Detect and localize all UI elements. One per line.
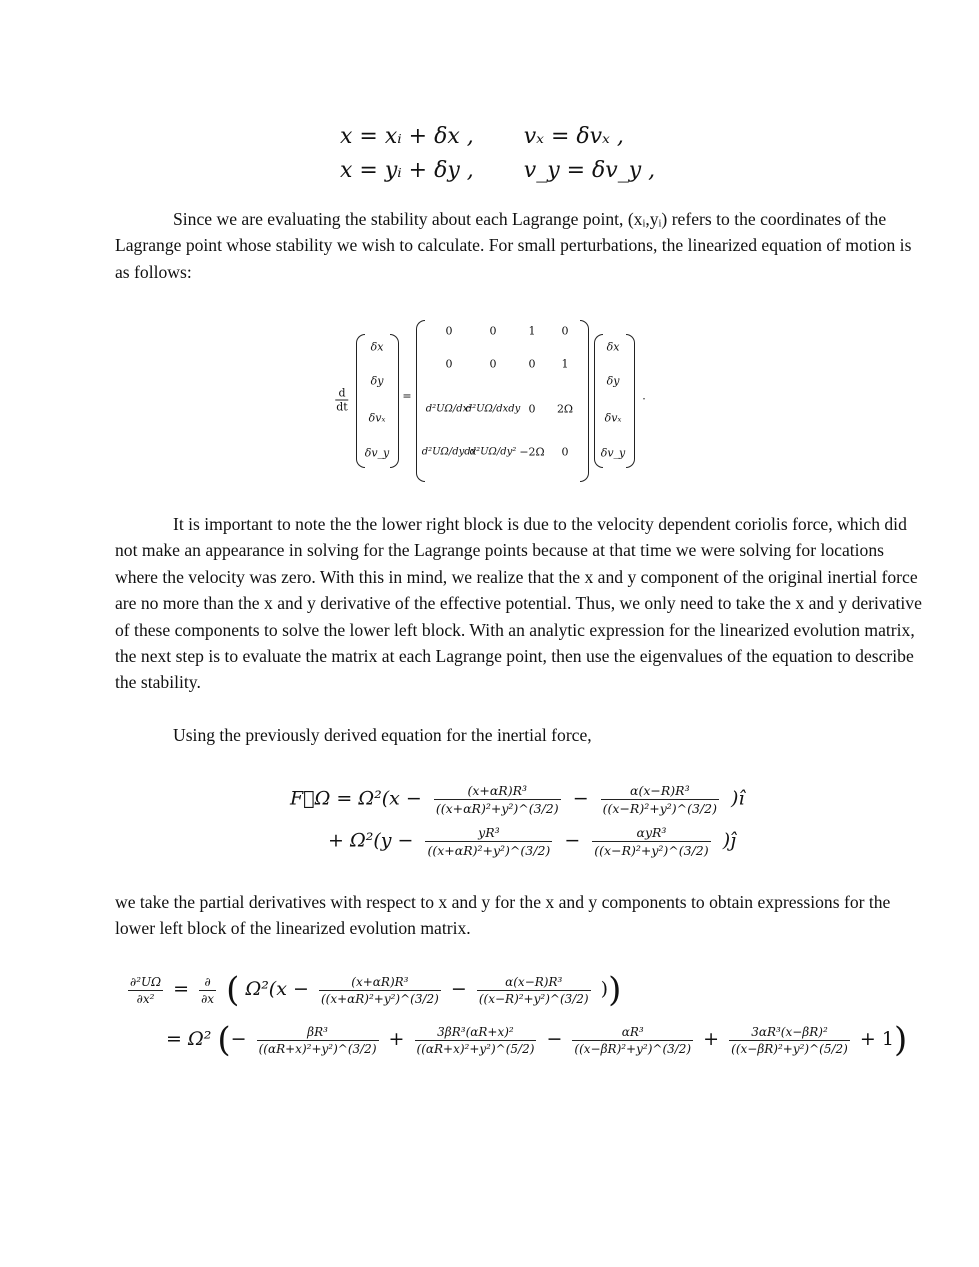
rhs-vector-entry-dvy: δv_y <box>600 446 626 460</box>
time-derivative-operator: $\frac{d}{dt}$ <box>336 386 348 414</box>
equation-vy-perturbation: v_y = δv_y , <box>523 158 656 183</box>
force-term2-num: α(x−R)R³ <box>601 783 719 800</box>
matrix-cell-r3c2: d²UΩ/dxdy <box>465 403 521 415</box>
right-vector-paren-close <box>626 334 635 468</box>
paragraph-text: It is important to note the the lower right block is due to the velocity dependent coriolis force, which did not make an appearance in solving for the Lagrange points because at that time we were solving for locations where the velocity was zero. With this in mind, we realize that the x and y component of the original inertial force are no more than the x and y derivative of the effective potential. Thus, we only need to take the x and y derivative of these components to solve the lower left block. With an analytic expression for the linearized evolution matrix, the next step is to evaluate the matrix at each Lagrange point, then use the eigenvalues of the equation to describe the stability. <box>115 514 922 693</box>
operator-denominator: ∂x <box>201 991 215 1006</box>
force-line-1: F⃗Ω = Ω²(x − $\frac{\text{(x+αR)R³}}{\text{((x+αR)²+y²)\textasciicircum{}(3/2)}}$ − $\frac{\text{α(x−R)R³}}{\text{((x−R)²+y²)\textasciicircum{}(3/2)}}$ )î <box>290 783 745 816</box>
paragraph-text: Using the previously derived equation for the inertial force, <box>173 725 592 745</box>
lhs-numerator: ∂²UΩ <box>130 974 162 989</box>
perturbation-equations <box>340 120 655 188</box>
force-i-hat: )î <box>731 787 745 810</box>
term-d-num: 3βR³(αR+x)² <box>415 1025 537 1041</box>
derivative-line-1: $\frac{\text{∂²UΩ}}{\text{∂x²}}$ = $\frac{\partial}{\partial x}$ ( Ω²(x − $\frac{\text{(x+αR)R³}}{\text{((x+αR)²+y²)\textasciicircum{}(3/2)}}$ − $\frac{\text{α(x−R)R³}}{\text{((x−R)²+y²)\textasciicircum{}(3/2)}}$ )) <box>130 970 622 1010</box>
equals-sign: = <box>402 389 412 403</box>
second-derivative-equation <box>124 970 907 1060</box>
inner-b-den: ((x−R)²+y²)^(3/2) <box>478 991 589 1006</box>
force-term1-num: (x+αR)R³ <box>434 783 561 800</box>
matrix-cell-r4c4: 0 <box>561 445 569 459</box>
vector-entry-dx: δx <box>370 340 384 354</box>
matrix-cell-r1c3: 1 <box>528 324 536 338</box>
matrix-paren-close <box>580 320 589 482</box>
force-line2-lhs: + Ω²(y − <box>328 829 414 852</box>
paragraph-coriolis-explanation <box>115 511 925 696</box>
force-term4-den: ((x−R)²+y²)^(3/2) <box>594 843 709 858</box>
matrix-trailing-period: . <box>642 389 646 403</box>
term-c-den: ((αR+x)²+y²)^(3/2) <box>258 1041 377 1056</box>
paragraph-partial-derivatives <box>115 889 925 942</box>
line2-lead: = Ω² <box>166 1028 212 1050</box>
matrix-cell-r3c4: 2Ω <box>556 402 574 416</box>
force-term3-den: ((x+αR)²+y²)^(3/2) <box>427 843 551 858</box>
line2-tail: + 1 <box>859 1028 894 1050</box>
matrix-cell-r2c2: 0 <box>489 357 497 371</box>
equation-x-perturbation: x = xᵢ + δx , <box>340 124 474 149</box>
vector-entry-dy: δy <box>370 374 384 388</box>
matrix-cell-r1c1: 0 <box>445 324 453 338</box>
rhs-vector-entry-dy: δy <box>606 374 620 388</box>
left-vector-paren-open <box>356 334 365 468</box>
perturbation-row-1 <box>340 120 655 154</box>
matrix-cell-r2c3: 0 <box>528 357 536 371</box>
paragraph-text: we take the partial derivatives with respect to x and y for the x and y components to obtain expressions for the lower left block of the linearized evolution matrix. <box>115 892 891 939</box>
inner-expression: Ω²(x − <box>245 978 309 1000</box>
term-e-num: αR³ <box>572 1025 693 1041</box>
matrix-cell-r3c1: d²UΩ/dx² <box>425 403 473 415</box>
inner-a-num: (x+αR)R³ <box>319 975 441 991</box>
matrix-paren-open <box>416 320 425 482</box>
term-d-den: ((αR+x)²+y²)^(5/2) <box>416 1041 535 1056</box>
paragraph-stability-intro <box>115 206 925 285</box>
matrix-cell-r1c2: 0 <box>489 324 497 338</box>
vector-entry-dvx: δvₓ <box>368 411 386 425</box>
paragraph-text: Since we are evaluating the stability about each Lagrange point, (xᵢ,yᵢ) refers to the coordinates of the Lagrange point whose stability we wish to calculate. For small perturbations, the linearized equation of motion is as follows: <box>115 209 912 282</box>
force-term2-den: ((x−R)²+y²)^(3/2) <box>602 801 717 816</box>
matrix-cell-r1c4: 0 <box>561 324 569 338</box>
linearized-matrix-equation <box>336 320 656 480</box>
term-e-den: ((x−βR)²+y²)^(3/2) <box>574 1041 692 1056</box>
vector-entry-dvy: δv_y <box>364 446 390 460</box>
equation-y-perturbation: x = yᵢ + δy , <box>340 158 474 183</box>
force-term4-num: αyR³ <box>592 825 710 842</box>
matrix-cell-r3c3: 0 <box>528 402 536 416</box>
left-vector-paren-close <box>390 334 399 468</box>
perturbation-row-2 <box>340 154 655 188</box>
force-line-2: + Ω²(y − $\frac{\text{yR³}}{\text{((x+αR)²+y²)\textasciicircum{}(3/2)}}$ − $\frac{\text{αyR³}}{\text{((x−R)²+y²)\textasciicircum{}(3/2)}}$ )ĵ <box>328 825 736 858</box>
term-c-num: βR³ <box>257 1025 379 1041</box>
matrix-cell-r4c2: d²UΩ/dy² <box>469 446 517 458</box>
inner-b-num: α(x−R)R³ <box>477 975 591 991</box>
lhs-denominator: ∂x² <box>136 991 155 1006</box>
force-j-hat: )ĵ <box>722 829 736 852</box>
inertial-force-equation <box>290 783 745 858</box>
rhs-vector-entry-dx: δx <box>606 340 620 354</box>
equation-vx-perturbation: vₓ = δvₓ , <box>523 124 624 149</box>
rhs-vector-entry-dvx: δvₓ <box>604 411 622 425</box>
paragraph-inertial-force-intro <box>115 722 925 748</box>
matrix-cell-r2c4: 1 <box>561 357 569 371</box>
term-f-num: 3αR³(x−βR)² <box>729 1025 850 1041</box>
matrix-cell-r4c3: −2Ω <box>519 445 545 459</box>
force-term3-num: yR³ <box>425 825 552 842</box>
derivative-line-2: = Ω² (− $\frac{\text{βR³}}{\text{((αR+x)²+y²)\textasciicircum{}(3/2)}}$ + $\frac{\text{3βR³(αR+x)²}}{\text{((αR+x)²+y²)\textasciicircum{}(5/2)}}$ − $\frac{\text{αR³}}{\text{((x−βR)²+y²)\textasciicircum{}(3/2)}}$ + $\frac{\text{3αR³(x−βR)²}}{\text{((x−βR)²+y²)\textasciicircum{}(5/2)}}$ + 1) <box>166 1020 908 1060</box>
matrix-cell-r2c1: 0 <box>445 357 453 371</box>
force-lhs: F⃗Ω = Ω²(x − <box>290 787 422 810</box>
inner-a-den: ((x+αR)²+y²)^(3/2) <box>320 991 439 1006</box>
matrix-cell-r4c1: d²UΩ/dydx <box>421 446 477 458</box>
term-f-den: ((x−βR)²+y²)^(5/2) <box>731 1041 848 1056</box>
force-term1-den: ((x+αR)²+y²)^(3/2) <box>435 801 559 816</box>
operator-numerator: ∂ <box>199 975 216 991</box>
